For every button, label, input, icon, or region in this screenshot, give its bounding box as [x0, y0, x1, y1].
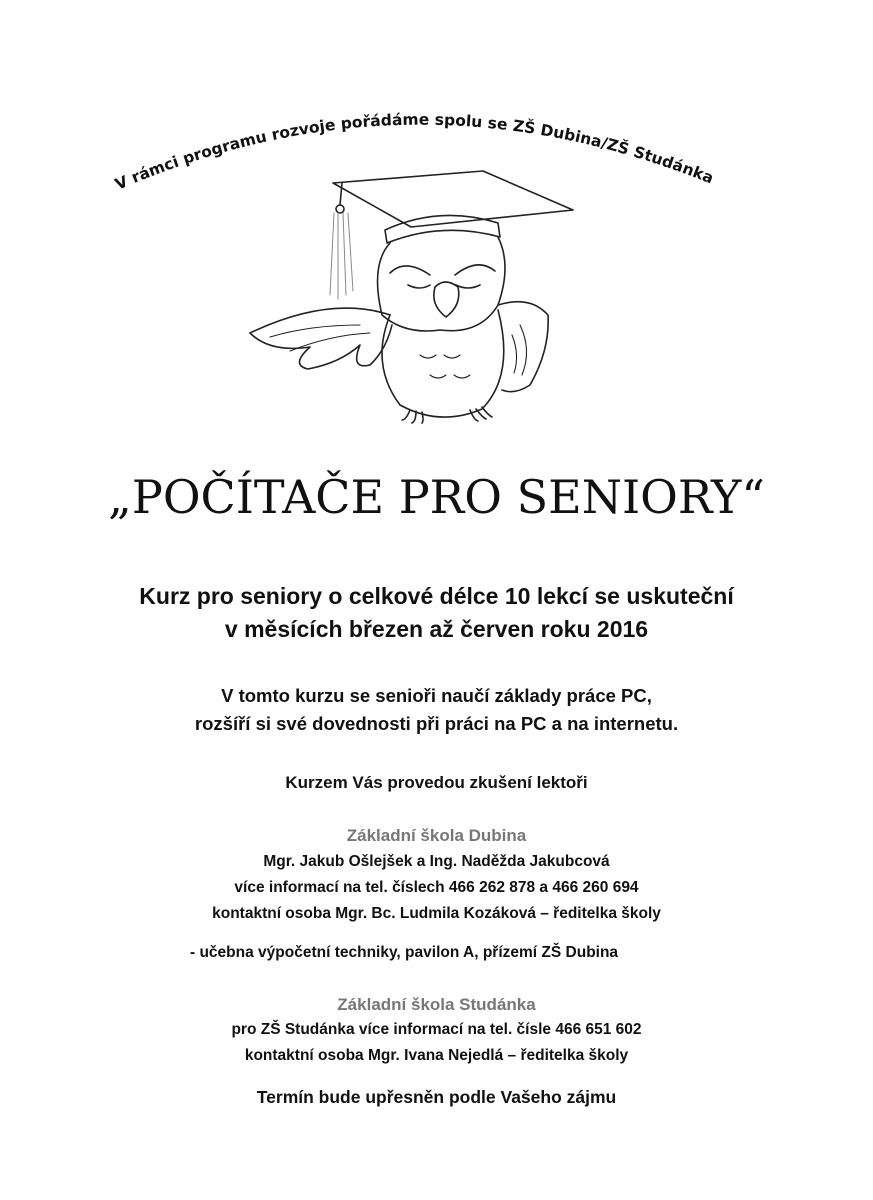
studanka-phone: pro ZŠ Studánka více informací na tel. čísle 466 651 602: [231, 1021, 642, 1038]
arc-header-text: V rámci programu rozvoje pořádáme spolu se ZŠ Dubina/ZŠ Studánka: [112, 110, 717, 194]
dubina-room: - učebna výpočetní techniky, pavilon A, přízemí ZŠ Dubina: [190, 944, 619, 961]
studanka-contact: kontaktní osoba Mgr. Ivana Nejedlá – ředitelka školy: [244, 1047, 629, 1064]
course-intro: [0, 580, 873, 646]
school-dubina-section: [0, 826, 873, 927]
lecturers-note: Kurzem Vás provedou zkušení lektoři: [285, 773, 588, 792]
page-title: „POČÍTAČE PRO SENIORY“: [108, 470, 765, 524]
school-studanka-name: Základní škola Studánka: [337, 995, 536, 1014]
owl-graduation-icon: [230, 165, 590, 435]
term-note: Termín bude upřesněn podle Vašeho zájmu: [256, 1087, 617, 1107]
dubina-contact: kontaktní osoba Mgr. Bc. Ludmila Kozáková – ředitelka školy: [212, 905, 661, 922]
dubina-phones: více informací na tel. číslech 466 262 878 a 466 260 694: [234, 879, 639, 896]
dubina-teachers: Mgr. Jakub Ošlejšek a Ing. Naděžda Jakubcová: [263, 853, 610, 870]
description-line-2: rozšíří si své dovednosti při práci na PC a na internetu.: [194, 713, 679, 734]
intro-line-2: v měsících březen až červen roku 2016: [224, 616, 649, 642]
course-description: [0, 682, 873, 738]
school-studanka-section: [0, 995, 873, 1069]
school-dubina-name: Základní škola Dubina: [346, 826, 527, 845]
description-line-1: V tomto kurzu se senioři naučí základy práce PC,: [221, 685, 652, 706]
intro-line-1: Kurz pro seniory o celkové délce 10 lekcí se uskuteční: [139, 583, 734, 609]
